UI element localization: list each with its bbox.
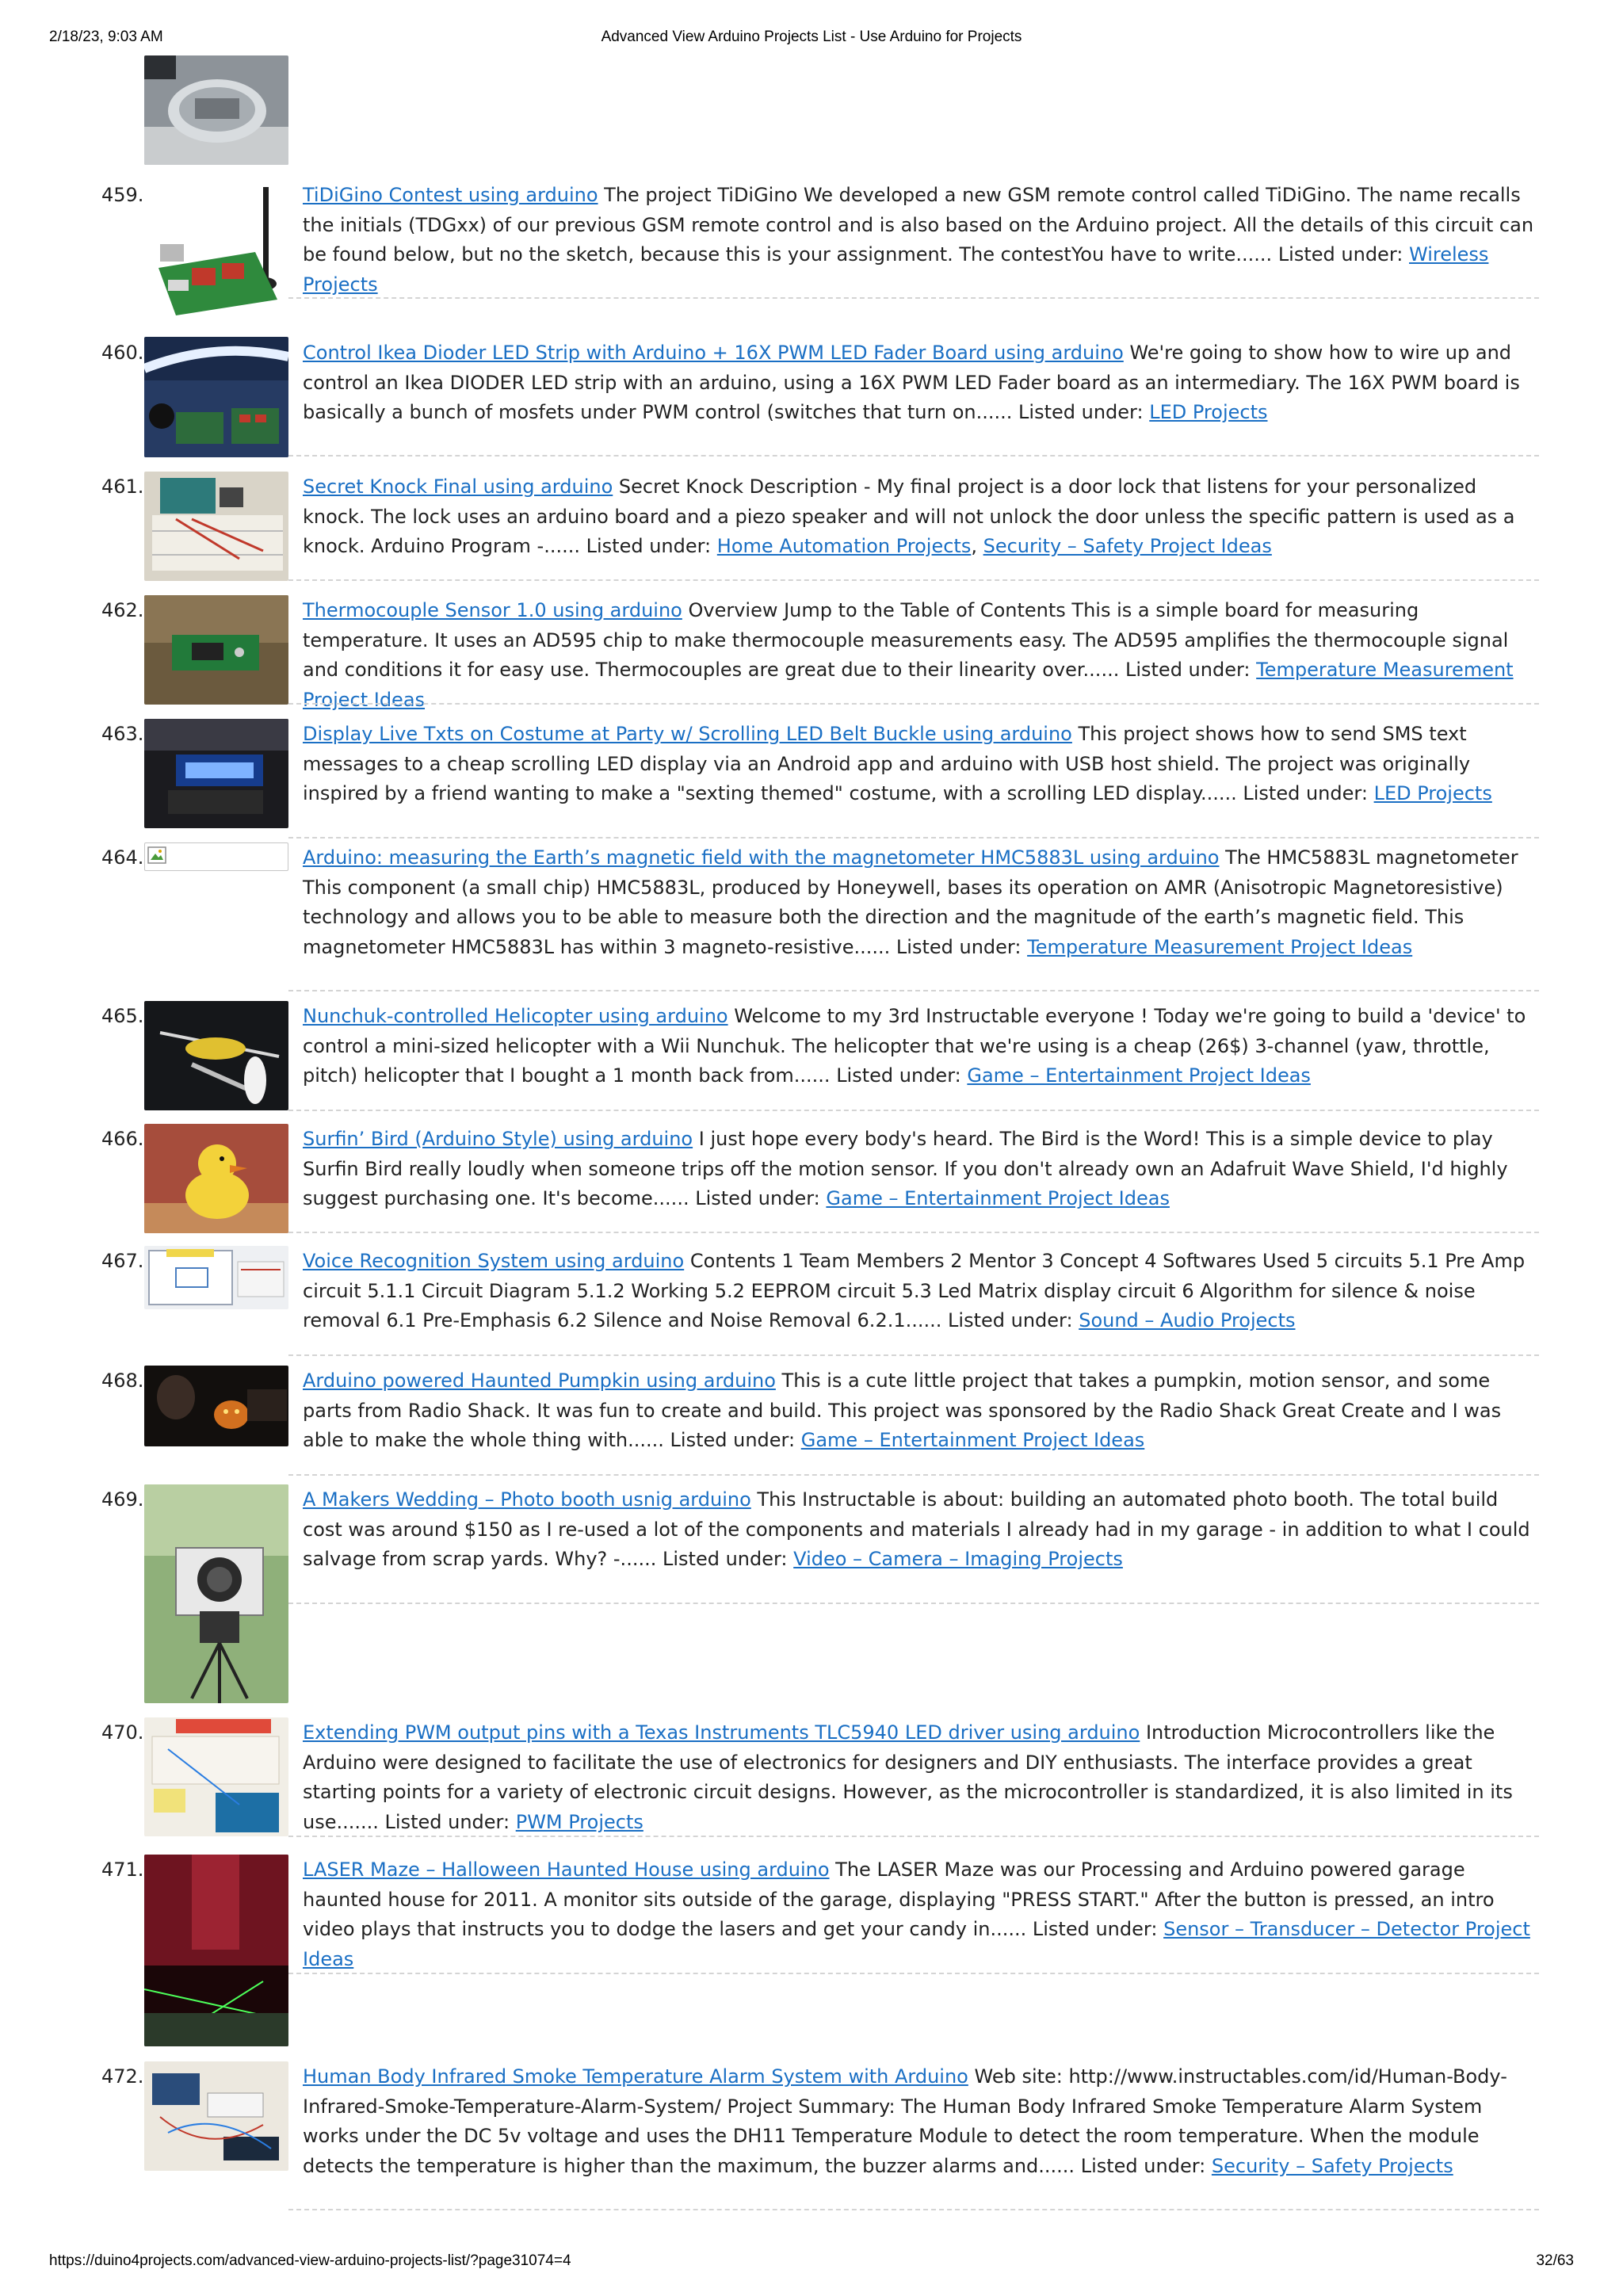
item-separator (288, 1836, 1539, 1837)
broken-image-icon (147, 845, 169, 867)
item-text: The LASER Maze was our Processing and Arduino powered garage haunted house for 2011. A monitor sits outside of the garage, displaying "PRESS START." After the button is pressed, an intro video plays that instructs you to dodge the lasers and get your candy in...... (303, 1859, 1495, 1940)
item-number: 459. (101, 184, 144, 206)
item-title-link[interactable]: LASER Maze – Halloween Haunted House using arduino (303, 1859, 830, 1881)
listed-under-label: Listed under: (1018, 401, 1144, 423)
print-page-title: Advanced View Arduino Projects List - Use Arduino for Projects (601, 29, 1022, 45)
item-title-link[interactable]: Control Ikea Dioder LED Strip with Arduino + 16X PWM LED Fader Board using arduino (303, 342, 1124, 364)
item-number: 472. (101, 2065, 144, 2088)
item-thumbnail-466[interactable] (144, 1124, 288, 1233)
item-description (303, 596, 1539, 715)
item-separator (288, 1474, 1539, 1476)
listed-under-label: Listed under: (695, 1187, 820, 1209)
item-thumbnail-470[interactable] (144, 1717, 288, 1836)
category-link[interactable]: Game – Entertainment Project Ideas (800, 1429, 1145, 1451)
item-text: I just hope every body's heard. The Bird is the Word! This is a simple device to play Surfin Bird really loudly when someone trips off the motion sensor. If you don't already own an Adafruit Wave Shield, I'd highly suggest purchasing one. It's become...... (303, 1128, 1508, 1209)
listed-under-label: Listed under: (1032, 1918, 1158, 1940)
item-description (303, 843, 1539, 962)
item-thumbnail-463[interactable] (144, 719, 288, 828)
category-link[interactable]: Sound – Audio Projects (1079, 1309, 1296, 1331)
listed-under-label: Listed under: (1277, 243, 1403, 266)
category-link[interactable]: Temperature Measurement Project Ideas (1027, 935, 1413, 958)
listed-under-label: Listed under: (836, 1064, 961, 1087)
item-thumbnail-469[interactable] (144, 1484, 288, 1703)
item-number: 470. (101, 1721, 144, 1744)
item-number: 460. (101, 342, 144, 364)
item-number: 463. (101, 723, 144, 745)
item-description (303, 1247, 1539, 1336)
item-separator (288, 579, 1539, 581)
listed-under-label: Listed under: (384, 1810, 510, 1833)
listed-under-label: Listed under: (948, 1309, 1073, 1331)
category-link[interactable]: Home Automation Projects (716, 535, 972, 557)
item-number: 467. (101, 1250, 144, 1272)
item-thumbnail-468[interactable] (144, 1366, 288, 1446)
category-link[interactable]: Game – Entertainment Project Ideas (967, 1064, 1311, 1087)
item-thumbnail-471[interactable] (144, 1855, 288, 2046)
item-number: 464. (101, 846, 144, 869)
category-link[interactable]: Sensor – Transducer – Detector Project Ideas (303, 1918, 1530, 1970)
item-number: 461. (101, 476, 144, 498)
item-separator (288, 1110, 1539, 1111)
item-thumbnail-472[interactable] (144, 2061, 288, 2171)
item-description (303, 1125, 1539, 1214)
item-thumbnail-461[interactable] (144, 472, 288, 581)
item-number: 471. (101, 1859, 144, 1881)
category-link[interactable]: LED Projects (1149, 401, 1268, 423)
item-title-link[interactable]: Nunchuk-controlled Helicopter using arduino (303, 1005, 728, 1027)
item-title-link[interactable]: Extending PWM output pins with a Texas Instruments TLC5940 LED driver using arduino (303, 1721, 1140, 1744)
listed-under-label: Listed under: (896, 935, 1022, 958)
listed-under-label: Listed under: (1243, 782, 1368, 804)
item-description (303, 1485, 1539, 1575)
listed-under-label: Listed under: (662, 1548, 788, 1570)
listed-under-label: Listed under: (1080, 2154, 1206, 2177)
previous-item-thumbnail[interactable] (144, 55, 288, 165)
category-link[interactable]: Security – Safety Projects (1211, 2154, 1453, 2177)
category-link[interactable]: LED Projects (1373, 782, 1492, 804)
item-title-link[interactable]: Secret Knock Final using arduino (303, 476, 613, 498)
item-number: 465. (101, 1005, 144, 1027)
item-text: This is a cute little project that takes a pumpkin, motion sensor, and some parts from Radio Shack. It was fun to create and build. This project was sponsored by the Radio Shack Great Create and I was able to make the whole thing with...... (303, 1370, 1502, 1451)
item-description (303, 1366, 1539, 1456)
category-link[interactable]: Video – Camera – Imaging Projects (793, 1548, 1123, 1570)
item-number: 468. (101, 1370, 144, 1392)
item-separator (288, 2209, 1539, 2210)
item-description (303, 181, 1539, 300)
item-separator (288, 455, 1539, 457)
print-datetime: 2/18/23, 9:03 AM (49, 29, 163, 45)
item-description (303, 1002, 1539, 1091)
item-description (303, 2062, 1539, 2181)
item-description (303, 1718, 1539, 1837)
item-title-link[interactable]: A Makers Wedding – Photo booth usnig arduino (303, 1488, 751, 1511)
print-page-number: 32/63 (1536, 2252, 1574, 2269)
item-text: Introduction Microcontrollers like the Arduino were designed to facilitate the use of electronics for designers and DIY enthusiasts. The interface provides a great starting points for a variety of electronic circuit designs. However, as the microcontroller is standardized, it is also limited in its use....... (303, 1721, 1513, 1833)
item-title-link[interactable]: Human Body Infrared Smoke Temperature Alarm System with Arduino (303, 2065, 968, 2088)
item-thumbnail-465[interactable] (144, 1001, 288, 1110)
item-title-link[interactable]: Surfin’ Bird (Arduino Style) using arduino (303, 1128, 693, 1150)
item-text: Web site: http://www.instructables.com/id/Human-Body-Infrared-Smoke-Temperature-Alarm-System/ Project Summary: The Human Body Infrared Smoke Temperature Alarm System works under the DC 5v voltage and uses the DH11 Temperature Module to detect the room temperature. When the module detects the temperature is higher than the maximum, the buzzer alarms and...... (303, 2065, 1507, 2177)
item-title-link[interactable]: TiDiGino Contest using arduino (303, 184, 598, 206)
item-text: This Instructable is about: building an automated photo booth. The total build cost was around $150 as I re-used a lot of the components and materials I already had in my garage - in addition to what I could salvage from scrap yards. Why? -...... (303, 1488, 1530, 1570)
item-title-link[interactable]: Thermocouple Sensor 1.0 using arduino (303, 599, 682, 621)
category-link[interactable]: Wireless Projects (303, 243, 1489, 296)
item-thumbnail-462[interactable] (144, 595, 288, 705)
item-text: The project TiDiGino We developed a new GSM remote control called TiDiGino. The name recalls the initials (TDGxx) of our previous GSM remote control and is also based on the Arduino project. All the details of this circuit can be found below, but no the sketch, because this is your assignment. The contestYou have to write...... (303, 184, 1534, 266)
item-description: Secret Knock Final using arduino Secret Knock Description - My final project is a door lock that listens for your personalized knock. The lock uses an arduino board and a piezo speaker and will not unlock the door unless the specific pattern is used as a knock. Arduino Program -...... Listed under: Home Automation Projects, Security – Safety Project Ideas (303, 476, 1515, 557)
item-text: This project shows how to send SMS text messages to a cheap scrolling LED display via an Android app and arduino with USB host shield. The project was originally inspired by a friend wanting to make a "sexting themed" costume, with a scrolling LED display...... (303, 723, 1471, 804)
item-number: 469. (101, 1488, 144, 1511)
item-number: 462. (101, 599, 144, 621)
item-thumbnail-467[interactable] (144, 1246, 288, 1309)
item-thumbnail-460[interactable] (144, 337, 288, 457)
item-description (303, 338, 1539, 428)
item-separator (288, 703, 1539, 705)
item-separator (288, 297, 1539, 299)
item-thumbnail-459[interactable] (144, 181, 288, 322)
item-separator (288, 1232, 1539, 1233)
item-number: 466. (101, 1128, 144, 1150)
item-separator (288, 1354, 1539, 1356)
item-title-link[interactable]: Voice Recognition System using arduino (303, 1250, 685, 1272)
listed-under-label: Listed under: (586, 535, 712, 557)
item-text: The HMC5883L magnetometer This component (a small chip) HMC5883L, produced by Honeywell, bases its operation on AMR (Anisotropic Magnetoresistive) technology and allows you to be able to measure both the direction and the magnitude of the earth’s magnetic field. This magnetometer HMC5883L has within 3 magneto-resistive...... (303, 846, 1518, 958)
category-link[interactable]: Temperature Measurement Project Ideas (303, 659, 1514, 711)
item-text: Welcome to my 3rd Instructable everyone ! Today we're going to build a 'device' to control a mini-sized helicopter with a Wii Nunchuk. The helicopter that we're using is a cheap (26$) 3-channel (yaw, throttle, pitch) helicopter that I bought a 1 month back from...... (303, 1005, 1526, 1087)
item-separator (288, 837, 1539, 839)
category-link[interactable]: PWM Projects (515, 1810, 643, 1833)
item-thumbnail-464[interactable] (144, 842, 288, 871)
item-title-link[interactable]: Display Live Txts on Costume at Party w/ Scrolling LED Belt Buckle using arduino (303, 723, 1072, 745)
print-footer (0, 2252, 1623, 2273)
print-url: https://duino4projects.com/advanced-view-arduino-projects-list/?page31074=4 (49, 2252, 571, 2269)
category-link[interactable]: Game – Entertainment Project Ideas (826, 1187, 1170, 1209)
item-title-link[interactable]: Arduino powered Haunted Pumpkin using arduino (303, 1370, 776, 1392)
item-text: Contents 1 Team Members 2 Mentor 3 Concept 4 Softwares Used 5 circuits 5.1 Pre Amp circuit 5.1.1 Circuit Diagram 5.1.2 Working 5.2 EEPROM circuit 5.3 Led Matrix display circuit 6 Algorithm for silence & noise removal 6.1 Pre-Emphasis 6.2 Silence and Noise Removal 6.2.1...... (303, 1250, 1526, 1331)
item-description (303, 720, 1539, 809)
listed-under-label: Listed under: (1125, 659, 1251, 681)
item-text: Secret Knock Description - My final project is a door lock that listens for your personalized knock. The lock uses an arduino board and a piezo speaker and will not unlock the door unless the specific pattern is used as a knock. Arduino Program -...... (303, 476, 1515, 557)
item-separator (288, 1973, 1539, 1974)
item-text: We're going to show how to wire up and control an Ikea DIODER LED strip with an arduino, using a 16X PWM LED Fader board as an intermediary. The 16X PWM board is basically a bunch of mosfets under PWM control (switches that turn on...... (303, 342, 1520, 423)
category-link[interactable]: Security – Safety Project Ideas (983, 535, 1272, 557)
item-text: Overview Jump to the Table of Contents This is a simple board for measuring temperature. It uses an AD595 chip to make thermocouple measurements easy. The AD595 amplifies the thermocouple signal and conditions it for easy use. Thermocouples are great due to their linearity over...... (303, 599, 1509, 681)
item-separator (288, 1603, 1539, 1604)
listed-under-label: Listed under: (670, 1429, 796, 1451)
print-header (0, 29, 1623, 49)
item-title-link[interactable]: Arduino: measuring the Earth’s magnetic field with the magnetometer HMC5883L using arduino (303, 846, 1220, 869)
item-separator (288, 990, 1539, 991)
item-description (303, 1855, 1539, 1974)
